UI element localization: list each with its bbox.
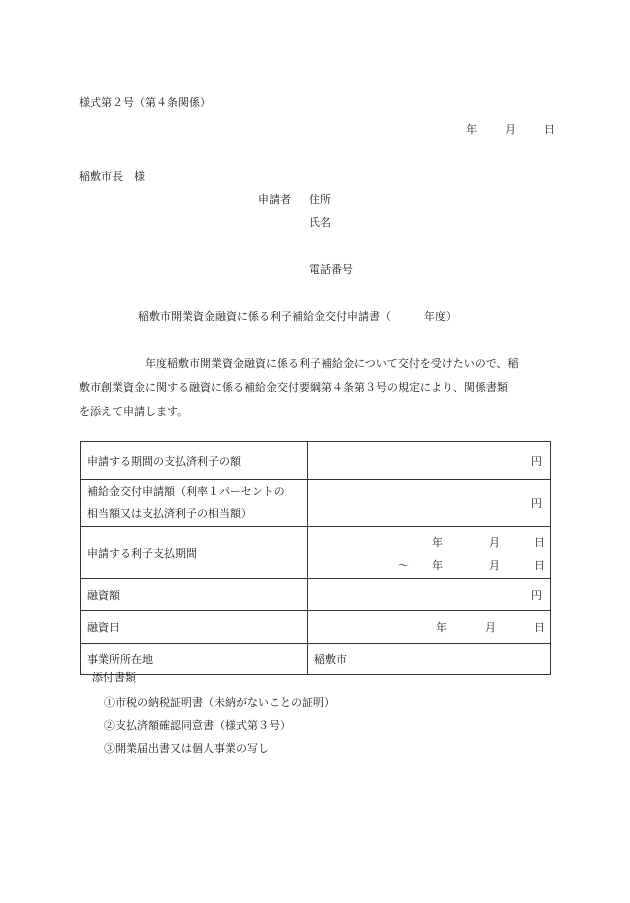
subsidy-amount-label-line1: 補給金交付申請額（利率１パーセントの xyxy=(87,485,285,498)
yen-unit: 円 xyxy=(531,454,542,468)
subsidy-amount-label xyxy=(81,480,308,527)
loan-amount-cell[interactable] xyxy=(308,579,551,611)
office-location-label: 事業所所在地 xyxy=(81,644,308,675)
period-tilde: ～ xyxy=(398,559,409,572)
attachment-item: ③開業届出書又は個人事業の写し xyxy=(104,742,269,755)
attachment-item: ①市税の納税証明書（未納がないことの証明） xyxy=(104,696,335,709)
body-line: 敷市創業資金に関する融資に係る補給金交付要綱第４条第３号の規定により、関係書類 xyxy=(79,381,508,394)
date-day: 日 xyxy=(544,123,555,136)
addressee: 稲敷市長 様 xyxy=(79,170,145,183)
payment-period-cell[interactable] xyxy=(308,527,551,579)
loan-date-cell[interactable] xyxy=(308,611,551,644)
application-table xyxy=(80,441,551,675)
form-number: 様式第２号（第４条関係） xyxy=(79,96,211,109)
loan-date-year: 年 xyxy=(436,621,447,634)
table-row xyxy=(81,442,551,480)
loan-date-day: 日 xyxy=(534,621,545,634)
body-line: 年度稲敷市開業資金融資に係る利子補給金について交付を受けたいので、稲 xyxy=(79,357,519,370)
yen-unit: 円 xyxy=(531,497,542,510)
paid-interest-label: 申請する期間の支払済利子の額 xyxy=(81,442,308,480)
date-year: 年 xyxy=(466,123,477,136)
attachment-item: ②支払済額確認同意書（様式第３号） xyxy=(104,719,291,732)
table-row xyxy=(81,480,551,527)
date-line xyxy=(466,124,555,135)
payment-period-label: 申請する利子支払期間 xyxy=(81,527,308,579)
table-row xyxy=(81,644,551,675)
date-month: 月 xyxy=(505,123,516,136)
loan-date-label: 融資日 xyxy=(81,611,308,644)
office-location-value: 稲敷市 xyxy=(314,653,347,666)
period-end-year: 年 xyxy=(432,559,443,572)
phone-label: 電話番号 xyxy=(309,263,353,276)
subsidy-amount-cell[interactable] xyxy=(308,480,551,527)
loan-date-month: 月 xyxy=(485,621,496,634)
period-start-year: 年 xyxy=(432,536,443,549)
period-end-day: 日 xyxy=(534,559,545,572)
body-line: を添えて申請します。 xyxy=(79,405,189,418)
table-row xyxy=(81,579,551,611)
loan-amount-label: 融資額 xyxy=(81,579,308,611)
subsidy-amount-label-line2: 相当額又は支払済利子の相当額） xyxy=(87,507,252,520)
document-title: 稲敷市開業資金融資に係る利子補給金交付申請書（ 年度） xyxy=(138,310,457,323)
body-text xyxy=(79,352,553,424)
paid-interest-cell[interactable] xyxy=(308,442,551,480)
office-location-cell[interactable] xyxy=(308,644,551,675)
table-row xyxy=(81,611,551,644)
name-label: 氏名 xyxy=(309,216,331,229)
attachments-title: 添付書類 xyxy=(92,671,136,684)
period-start-month: 月 xyxy=(489,536,500,549)
applicant-label: 申請者 xyxy=(258,193,291,206)
address-label: 住所 xyxy=(309,193,331,206)
period-start-day: 日 xyxy=(534,536,545,549)
yen-unit: 円 xyxy=(531,588,542,602)
period-end-month: 月 xyxy=(489,559,500,572)
table-row xyxy=(81,527,551,579)
